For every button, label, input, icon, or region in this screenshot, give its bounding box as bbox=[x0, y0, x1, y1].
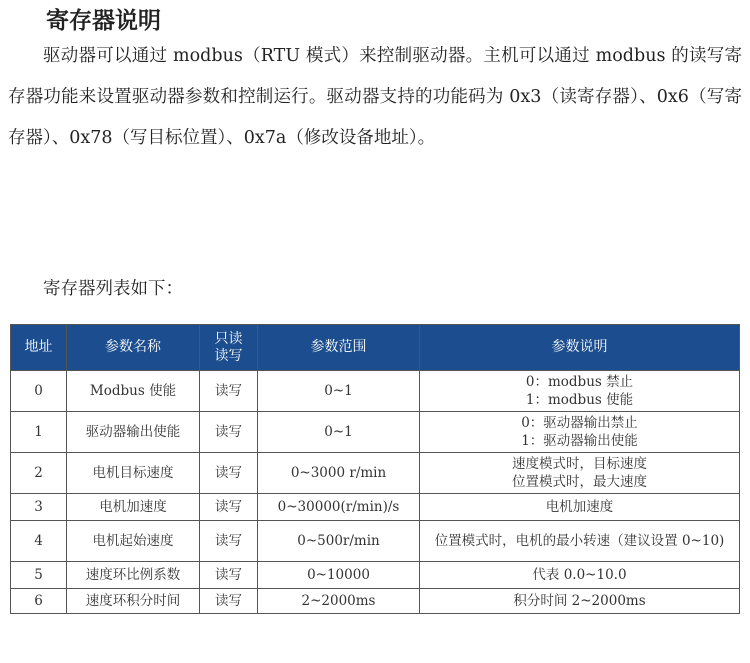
cell-range: 0~10000 bbox=[258, 562, 420, 589]
cell-address: 6 bbox=[11, 589, 67, 614]
cell-read-write: 读写 bbox=[200, 521, 258, 562]
cell-param-name: Modbus 使能 bbox=[67, 371, 200, 412]
header-param-name: 参数名称 bbox=[67, 325, 200, 371]
table-row bbox=[11, 453, 740, 494]
cell-address: 4 bbox=[11, 521, 67, 562]
cell-param-name: 驱动器输出使能 bbox=[67, 412, 200, 453]
header-param-desc: 参数说明 bbox=[420, 325, 740, 371]
table-row bbox=[11, 562, 740, 589]
cell-description: 积分时间 2~2000ms bbox=[420, 589, 740, 614]
header-read-write: 只读 读写 bbox=[200, 325, 258, 371]
table-row bbox=[11, 494, 740, 521]
cell-param-name: 速度环比例系数 bbox=[67, 562, 200, 589]
table-row bbox=[11, 412, 740, 453]
register-table bbox=[10, 324, 740, 614]
cell-param-name: 电机目标速度 bbox=[67, 453, 200, 494]
cell-range: 0~500r/min bbox=[258, 521, 420, 562]
cell-description: 速度模式时，目标速度 位置模式时，最大速度 bbox=[420, 453, 740, 494]
cell-description: 代表 0.0~10.0 bbox=[420, 562, 740, 589]
cell-description: 0：驱动器输出禁止 1：驱动器输出使能 bbox=[420, 412, 740, 453]
cell-range: 2~2000ms bbox=[258, 589, 420, 614]
cell-address: 5 bbox=[11, 562, 67, 589]
cell-read-write: 读写 bbox=[200, 412, 258, 453]
cell-read-write: 读写 bbox=[200, 494, 258, 521]
cell-param-name: 速度环积分时间 bbox=[67, 589, 200, 614]
register-list-intro: 寄存器列表如下： bbox=[43, 279, 183, 299]
cell-description: 位置模式时，电机的最小转速（建议设置 0~10) bbox=[420, 521, 740, 562]
cell-address: 2 bbox=[11, 453, 67, 494]
intro-paragraph: 驱动器可以通过 modbus（RTU 模式）来控制驱动器。主机可以通过 modbus 的读写寄存器功能来设置驱动器参数和控制运行。驱动器支持的功能码为 0x3（读寄存器）、0x6（写寄存器）、0x78（写目标位置）、0x7a（修改设备地址）。 bbox=[8, 46, 742, 148]
cell-param-name: 电机起始速度 bbox=[67, 521, 200, 562]
table-row bbox=[11, 521, 740, 562]
cell-address: 3 bbox=[11, 494, 67, 521]
cell-read-write: 读写 bbox=[200, 453, 258, 494]
header-address: 地址 bbox=[11, 325, 67, 371]
cell-address: 1 bbox=[11, 412, 67, 453]
header-param-range: 参数范围 bbox=[258, 325, 420, 371]
cell-read-write: 读写 bbox=[200, 371, 258, 412]
cell-read-write: 读写 bbox=[200, 562, 258, 589]
section-title: 寄存器说明 bbox=[46, 8, 161, 34]
cell-param-name: 电机加速度 bbox=[67, 494, 200, 521]
cell-range: 0~1 bbox=[258, 371, 420, 412]
cell-range: 0~1 bbox=[258, 412, 420, 453]
table-header-row bbox=[11, 325, 740, 371]
cell-range: 0~3000 r/min bbox=[258, 453, 420, 494]
cell-description: 0：modbus 禁止 1：modbus 使能 bbox=[420, 371, 740, 412]
table-row bbox=[11, 371, 740, 412]
cell-address: 0 bbox=[11, 371, 67, 412]
cell-range: 0~30000(r/min)/s bbox=[258, 494, 420, 521]
cell-description: 电机加速度 bbox=[420, 494, 740, 521]
table-row bbox=[11, 589, 740, 614]
cell-read-write: 读写 bbox=[200, 589, 258, 614]
